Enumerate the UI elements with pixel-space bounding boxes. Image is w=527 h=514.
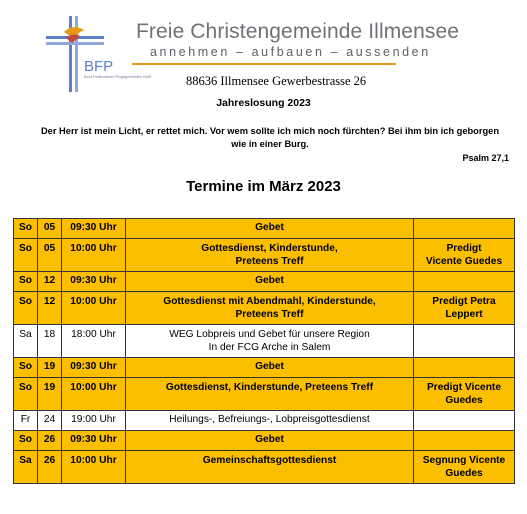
row-time: 10:00 Uhr [62,451,126,484]
row-date: 05 [38,219,62,239]
logo-wordmark: BFP [84,58,114,75]
row-day: So [14,239,38,272]
schedule-row [14,239,515,272]
schedule-row [14,358,515,378]
schedule-row [14,219,515,239]
row-day: Sa [14,325,38,358]
row-date: 05 [38,239,62,272]
row-time: 18:00 Uhr [62,325,126,358]
header-divider [132,63,396,65]
row-time: 19:00 Uhr [62,411,126,431]
row-date: 24 [38,411,62,431]
schedule-row [14,411,515,431]
bfp-logo [44,14,152,98]
row-time: 09:30 Uhr [62,358,126,378]
row-event: Gebet [126,219,414,239]
jahreslosung-title: Jahreslosung 2023 [216,97,311,109]
row-note: Predigt Vicente Guedes [414,378,515,411]
row-day: So [14,431,38,451]
address: 88636 Illmensee Gewerbestrasse 26 [186,74,367,88]
bible-verse: Der Herr ist mein Licht, er rettet mich. Vor wem sollte ich mich noch fürchten? Bei ihm bin ich geborgen wie in einer Burg. [40,126,500,149]
row-time: 10:00 Uhr [62,378,126,411]
row-day: So [14,358,38,378]
row-note [414,358,515,378]
organization-name: Freie Christengemeinde Illmensee [136,20,460,43]
row-event: Gottesdienst, Kinderstunde, Preteens Treff [126,239,414,272]
row-event: Gebet [126,431,414,451]
row-date: 19 [38,378,62,411]
row-note [414,219,515,239]
row-note: Predigt Petra Leppert [414,292,515,325]
logo-subtext: Bund Freikirchlicher Pfingstgemeinden KdöR [84,75,152,79]
letterhead [0,0,527,100]
row-note [414,325,515,358]
verse-reference: Psalm 27,1 [462,153,509,163]
row-event: Gebet [126,358,414,378]
row-day: So [14,219,38,239]
row-date: 12 [38,272,62,292]
row-event: Heilungs-, Befreiungs-, Lobpreisgottesdienst [126,411,414,431]
schedule-row [14,292,515,325]
organization-tagline: annehmen – aufbauen – aussenden [150,45,431,59]
schedule-row [14,325,515,358]
row-event: Gottesdienst, Kinderstunde, Preteens Treff [126,378,414,411]
row-date: 12 [38,292,62,325]
schedule-row [14,378,515,411]
row-day: Sa [14,451,38,484]
row-time: 09:30 Uhr [62,272,126,292]
row-note [414,272,515,292]
row-time: 09:30 Uhr [62,219,126,239]
row-day: Fr [14,411,38,431]
row-event: Gebet [126,272,414,292]
row-day: So [14,292,38,325]
row-time: 10:00 Uhr [62,239,126,272]
row-event: Gemeinschaftsgottesdienst [126,451,414,484]
schedule-table [13,218,515,484]
schedule-row [14,431,515,451]
schedule-row [14,272,515,292]
schedule-row [14,451,515,484]
row-day: So [14,272,38,292]
row-date: 26 [38,451,62,484]
row-date: 19 [38,358,62,378]
schedule-title: Termine im März 2023 [186,178,341,195]
row-note: Predigt Vicente Guedes [414,239,515,272]
row-date: 26 [38,431,62,451]
row-note [414,411,515,431]
row-note: Segnung Vicente Guedes [414,451,515,484]
row-event: Gottesdienst mit Abendmahl, Kinderstunde, Preteens Treff [126,292,414,325]
row-note [414,431,515,451]
row-time: 09:30 Uhr [62,431,126,451]
row-day: So [14,378,38,411]
row-event: WEG Lobpreis und Gebet für unsere Region In der FCG Arche in Salem [126,325,414,358]
row-time: 10:00 Uhr [62,292,126,325]
row-date: 18 [38,325,62,358]
